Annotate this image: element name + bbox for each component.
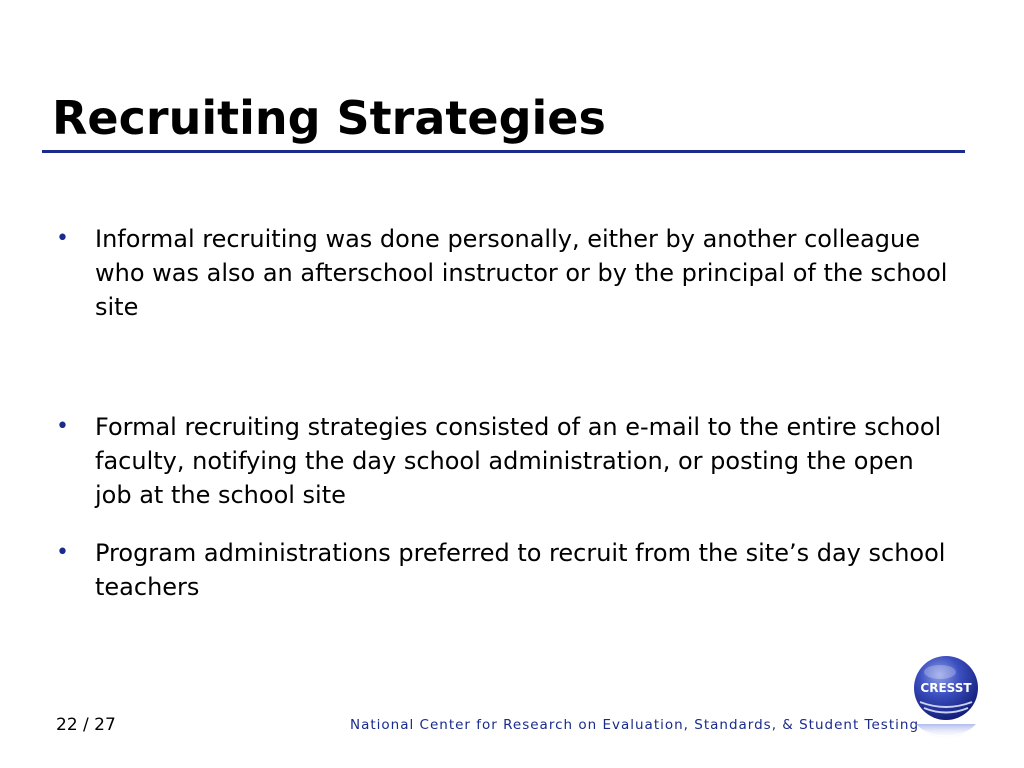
bullet-list	[56, 222, 956, 604]
organization-name: National Center for Research on Evaluation, Standards, & Student Testing	[350, 717, 920, 733]
bullet-item	[56, 410, 956, 512]
bullet-item	[56, 222, 956, 324]
logo-text: CRESST	[920, 681, 972, 695]
bullet-icon: •	[56, 226, 69, 251]
title-underline	[42, 150, 965, 153]
page-number: 22 / 27	[56, 715, 116, 735]
bullet-text: Formal recruiting strategies consisted of an e-mail to the entire school faculty, notifying the day school administration, or posting the open job at the school site	[95, 413, 942, 509]
bullet-icon: •	[56, 414, 69, 439]
slide-title: Recruiting Strategies	[52, 91, 606, 145]
cresst-logo-icon	[910, 654, 982, 754]
bullet-item	[56, 536, 956, 604]
bullet-text: Program administrations preferred to recruit from the site’s day school teachers	[95, 539, 946, 601]
bullet-icon: •	[56, 540, 69, 565]
bullet-text: Informal recruiting was done personally, either by another colleague who was also an afterschool instructor or by the principal of the school site	[95, 225, 948, 321]
